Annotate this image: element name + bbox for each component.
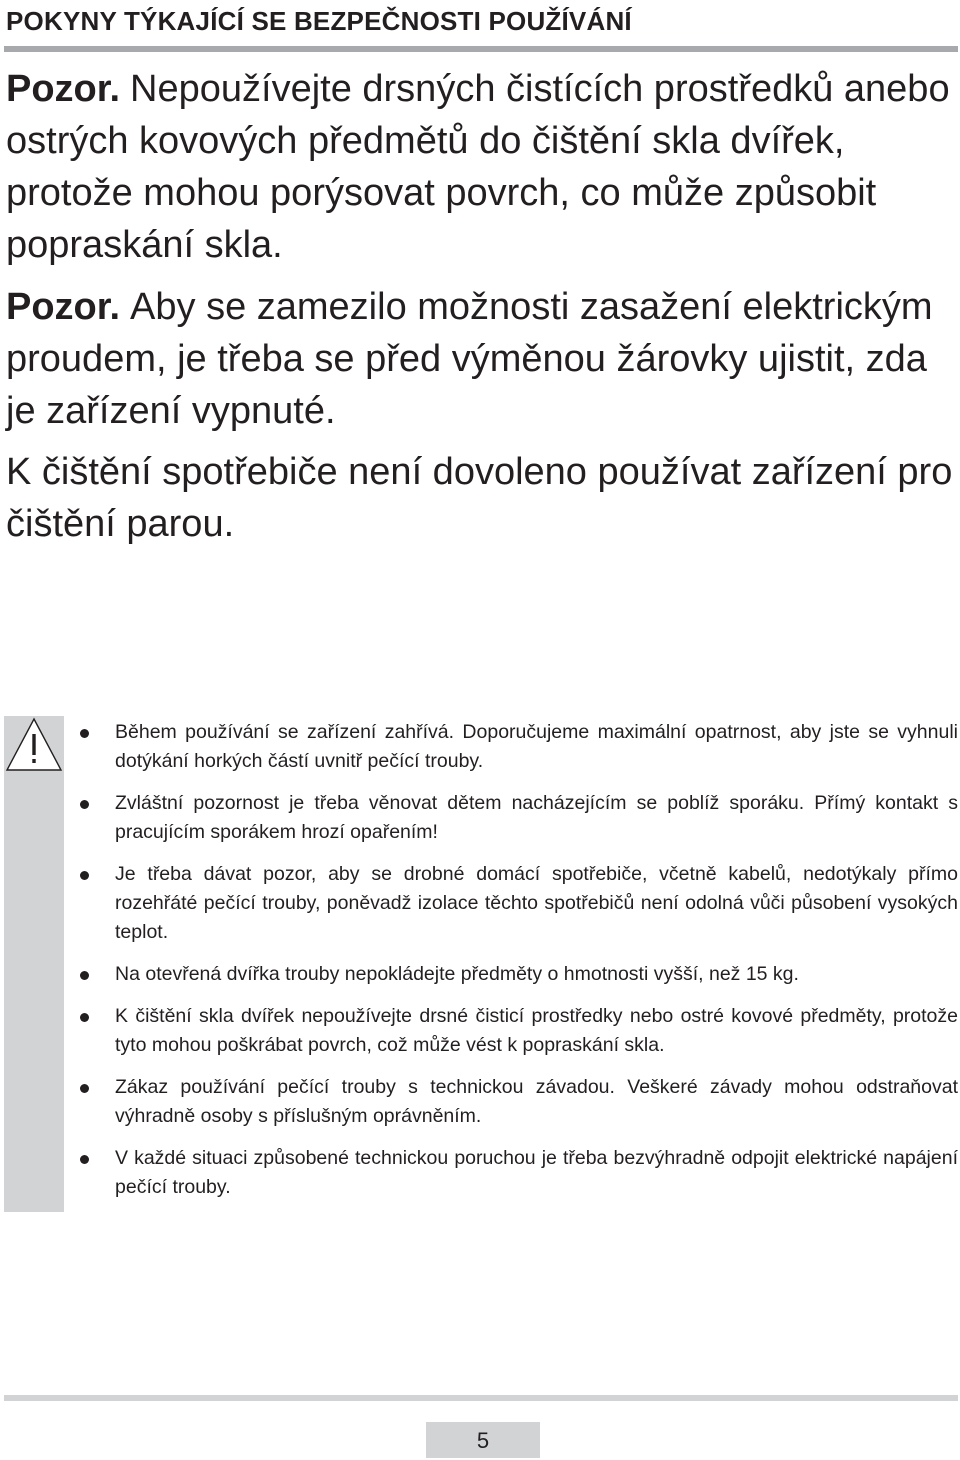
safety-bullet-list xyxy=(76,718,958,1215)
warning-label: Pozor. xyxy=(6,68,121,110)
page-number: 5 xyxy=(426,1422,540,1458)
list-item: Zvláštní pozornost je třeba věnovat dětem nacházejícím se poblíž sporáku. Přímý kontakt s pracujícím sporákem hrozí opařením! xyxy=(76,789,958,847)
list-item: V každé situaci způsobené technickou poruchou je třeba bezvýhradně odpojit elektrické napájení pečící trouby. xyxy=(76,1144,958,1202)
warning-paragraph-electric xyxy=(6,281,960,437)
warning-paragraph-glass xyxy=(6,63,960,271)
footer-divider xyxy=(4,1395,958,1401)
warning-text: Nepoužívejte drsných čistících prostředků anebo ostrých kovových předmětů do čištění skla dvířek, protože mohou porýsovat povrch, co může způsobit popraskání skla. xyxy=(6,68,950,266)
warning-text: Aby se zamezilo možnosti zasažení elektrickým proudem, je třeba se před výměnou žárovky ujistit, zda je zařízení vypnuté. xyxy=(6,286,933,432)
page-title: POKYNY TÝKAJÍCÍ SE BEZPEČNOSTI POUŽÍVÁNÍ xyxy=(6,6,632,36)
list-item: Zákaz používání pečící trouby s technickou závadou. Veškeré závady mohou odstraňovat výhradně osoby s příslušným oprávněním. xyxy=(76,1073,958,1131)
warning-side-bar xyxy=(4,716,64,1212)
list-item: Na otevřená dvířka trouby nepokládejte předměty o hmotnosti vyšší, než 15 kg. xyxy=(76,960,958,989)
warning-label: Pozor. xyxy=(6,286,121,328)
header-divider xyxy=(4,46,958,52)
warning-text: K čištění spotřebiče není dovoleno používat zařízení pro čištění parou. xyxy=(6,451,953,545)
list-item: Je třeba dávat pozor, aby se drobné domácí spotřebiče, včetně kabelů, nedotýkaly přímo rozehřáté pečící trouby, poněvadž izolace těchto spotřebičů není odolná vůči působení vysokých teplot. xyxy=(76,860,958,947)
list-item: K čištění skla dvířek nepoužívejte drsné čisticí prostředky nebo ostré kovové předměty, protože tyto mohou poškrábat povrch, což může vést k popraskání skla. xyxy=(76,1002,958,1060)
warning-triangle-icon xyxy=(4,716,64,776)
list-item: Během používání se zařízení zahřívá. Doporučujeme maximální opatrnost, aby jste se vyhnuli dotýkání horkých částí uvnitř pečící trouby. xyxy=(76,718,958,776)
warning-paragraph-steam xyxy=(6,446,960,550)
